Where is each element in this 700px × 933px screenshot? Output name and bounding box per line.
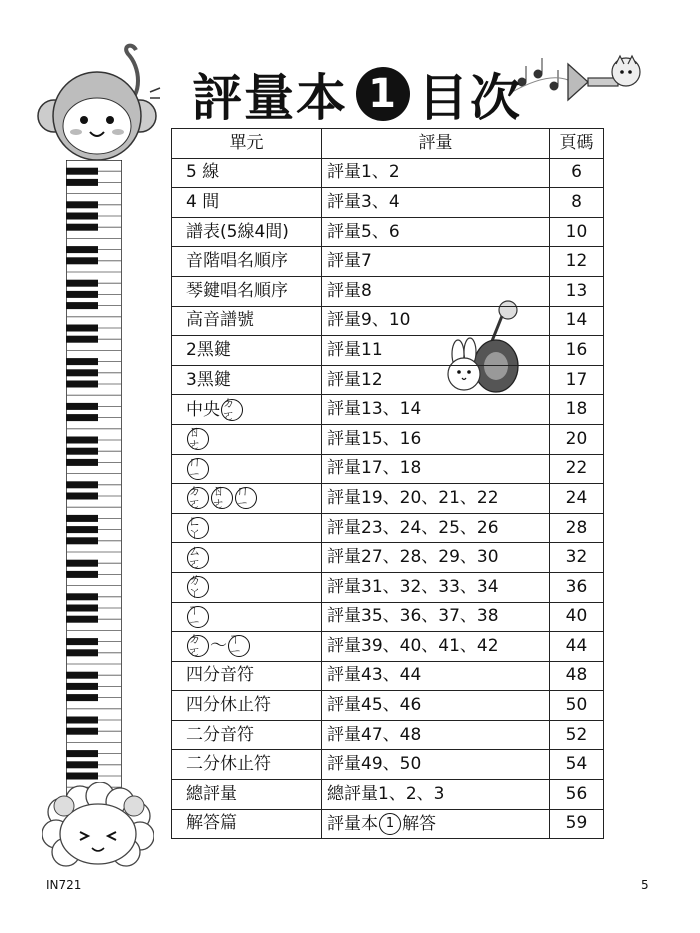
title-prefix: 評量本: [192, 69, 348, 127]
toc-header-row: [172, 129, 604, 159]
page-cell: 12: [550, 247, 604, 277]
circled-syllable: ㄖㄜ: [211, 487, 233, 509]
page-cell: 8: [550, 188, 604, 218]
unit-cell: [172, 691, 322, 721]
eval-cell: [322, 780, 550, 810]
cell-text: 2黑鍵: [186, 339, 231, 360]
circled-syllable: ㄇㄧ: [235, 487, 257, 509]
cell-text: 評量35、36、37、38: [327, 606, 499, 627]
unit-cell: [172, 424, 322, 454]
eval-cell: [322, 424, 550, 454]
page-number: 5: [641, 878, 649, 892]
table-row: [172, 484, 604, 514]
table-row: [172, 306, 604, 336]
page-cell: 17: [550, 365, 604, 395]
unit-cell: [172, 484, 322, 514]
cell-text: 評量13、14: [327, 399, 422, 420]
table-row: [172, 513, 604, 543]
cell-text: 評量15、16: [327, 428, 422, 449]
table-row: [172, 572, 604, 602]
eval-cell: [322, 158, 550, 188]
cell-text: 評量11: [327, 339, 383, 360]
page-cell: 13: [550, 276, 604, 306]
cell-text: 評量5、6: [327, 221, 400, 242]
page-cell: 48: [550, 661, 604, 691]
table-row: [172, 543, 604, 573]
cell-text: 評量17、18: [327, 458, 422, 479]
unit-cell: [172, 780, 322, 810]
cell-text: 評量39、40、41、42: [327, 635, 499, 656]
circled-syllable: ㄙㄛ: [187, 547, 209, 569]
cell-text: 評量9、10: [327, 310, 411, 331]
eval-cell: [322, 217, 550, 247]
page-cell: 22: [550, 454, 604, 484]
unit-cell: [172, 158, 322, 188]
page-cell: 44: [550, 632, 604, 662]
toc-body: [172, 158, 604, 839]
unit-cell: [172, 188, 322, 218]
header-eval: 評量: [322, 129, 550, 159]
cell-text: ～: [210, 636, 227, 657]
header-page: 頁碼: [550, 129, 604, 159]
circled-syllable: ㄈㄚ: [187, 517, 209, 539]
sheep-icon: [42, 782, 154, 868]
unit-cell: [172, 247, 322, 277]
title-suffix: 目次: [418, 69, 522, 127]
cell-text: 5 線: [186, 162, 220, 183]
page-cell: 16: [550, 336, 604, 366]
cell-text: 總評量: [186, 783, 237, 804]
eval-cell: [322, 661, 550, 691]
eval-cell: [322, 276, 550, 306]
unit-cell: [172, 365, 322, 395]
table-row: [172, 395, 604, 425]
eval-cell: [322, 572, 550, 602]
table-row: [172, 424, 604, 454]
cell-text: 評量27、28、29、30: [327, 547, 499, 568]
cell-text: 評量23、24、25、26: [327, 517, 499, 538]
cell-text: 評量19、20、21、22: [327, 487, 499, 508]
eval-cell: [322, 691, 550, 721]
unit-cell: [172, 395, 322, 425]
cell-text: 高音譜號: [186, 310, 254, 331]
cell-text: 評量43、44: [327, 665, 422, 686]
cell-text: 解答篇: [186, 813, 237, 834]
piano-keyboard: [66, 160, 122, 810]
circled-syllable: ㄒㄧ: [187, 606, 209, 628]
table-row: [172, 632, 604, 662]
cell-text: 解答: [402, 813, 436, 834]
cell-text: 評量8: [327, 280, 372, 301]
cell-text: 譜表(5線4間): [186, 221, 289, 242]
table-row: [172, 247, 604, 277]
monkey-icon: [32, 36, 162, 166]
toc-table: [171, 128, 604, 839]
unit-cell: [172, 572, 322, 602]
eval-cell: [322, 513, 550, 543]
page-cell: 24: [550, 484, 604, 514]
cell-text: 琴鍵唱名順序: [186, 280, 288, 301]
cell-text: 總評量1、2、3: [327, 783, 445, 804]
cell-text: 4 間: [186, 191, 220, 212]
circled-syllable: ㄖㄜ: [187, 428, 209, 450]
cell-text: 評量45、46: [327, 695, 422, 716]
page-cell: 28: [550, 513, 604, 543]
unit-cell: [172, 306, 322, 336]
circled-syllable: ㄇㄧ: [187, 458, 209, 480]
page-cell: 20: [550, 424, 604, 454]
page-cell: 32: [550, 543, 604, 573]
circled-syllable: ㄉㄛ: [187, 487, 209, 509]
cell-text: 二分音符: [186, 724, 254, 745]
cell-text: 評量7: [327, 251, 372, 272]
trumpet-icon: [508, 52, 648, 122]
page-cell: 54: [550, 750, 604, 780]
eval-cell: [322, 543, 550, 573]
header-unit: 單元: [172, 129, 322, 159]
unit-cell: [172, 720, 322, 750]
volume-number-badge: 1: [356, 67, 410, 121]
table-row: [172, 750, 604, 780]
unit-cell: [172, 217, 322, 247]
page-cell: 59: [550, 809, 604, 839]
unit-cell: [172, 276, 322, 306]
cell-text: 評量31、32、33、34: [327, 576, 499, 597]
cell-text: 評量49、50: [327, 754, 422, 775]
table-row: [172, 365, 604, 395]
unit-cell: [172, 602, 322, 632]
eval-cell: [322, 247, 550, 277]
table-row: [172, 720, 604, 750]
table-row: [172, 809, 604, 839]
cell-text: 評量47、48: [327, 724, 422, 745]
music-notes-icon: [518, 58, 558, 90]
table-row: [172, 454, 604, 484]
page-cell: 56: [550, 780, 604, 810]
table-row: [172, 691, 604, 721]
eval-cell: [322, 336, 550, 366]
cell-text: 3黑鍵: [186, 369, 231, 390]
unit-cell: [172, 661, 322, 691]
page-cell: 52: [550, 720, 604, 750]
page-cell: 14: [550, 306, 604, 336]
unit-cell: [172, 336, 322, 366]
cell-text: 音階唱名順序: [186, 251, 288, 272]
eval-cell: [322, 306, 550, 336]
eval-cell: [322, 365, 550, 395]
page-cell: 40: [550, 602, 604, 632]
table-row: [172, 780, 604, 810]
unit-cell: [172, 454, 322, 484]
cell-text: 評量本: [327, 813, 378, 834]
circled-syllable: ㄒㄧ: [228, 635, 250, 657]
table-row: [172, 217, 604, 247]
table-row: [172, 276, 604, 306]
cell-text: 評量1、2: [327, 162, 400, 183]
eval-cell: [322, 809, 550, 839]
circled-syllable: ㄉㄛ: [221, 399, 243, 421]
eval-cell: [322, 484, 550, 514]
table-row: [172, 158, 604, 188]
eval-cell: [322, 602, 550, 632]
cell-text: 中央: [186, 399, 220, 420]
unit-cell: [172, 513, 322, 543]
table-row: [172, 602, 604, 632]
cell-text: 評量3、4: [327, 191, 400, 212]
eval-cell: [322, 454, 550, 484]
cell-text: 四分音符: [186, 665, 254, 686]
page-cell: 36: [550, 572, 604, 602]
unit-cell: [172, 632, 322, 662]
unit-cell: [172, 750, 322, 780]
circled-syllable: 1: [379, 813, 401, 835]
cell-text: 評量12: [327, 369, 383, 390]
circled-syllable: ㄌㄚ: [187, 576, 209, 598]
eval-cell: [322, 720, 550, 750]
cell-text: 四分休止符: [186, 695, 271, 716]
eval-cell: [322, 750, 550, 780]
eval-cell: [322, 188, 550, 218]
eval-cell: [322, 395, 550, 425]
page-title: [192, 62, 522, 126]
circled-syllable: ㄉㄛ: [187, 635, 209, 657]
page-cell: 50: [550, 691, 604, 721]
table-row: [172, 188, 604, 218]
cell-text: 二分休止符: [186, 754, 271, 775]
table-row: [172, 336, 604, 366]
page-cell: 18: [550, 395, 604, 425]
unit-cell: [172, 809, 322, 839]
book-code: IN721: [46, 878, 82, 892]
eval-cell: [322, 632, 550, 662]
table-row: [172, 661, 604, 691]
unit-cell: [172, 543, 322, 573]
page-cell: 10: [550, 217, 604, 247]
page-cell: 6: [550, 158, 604, 188]
